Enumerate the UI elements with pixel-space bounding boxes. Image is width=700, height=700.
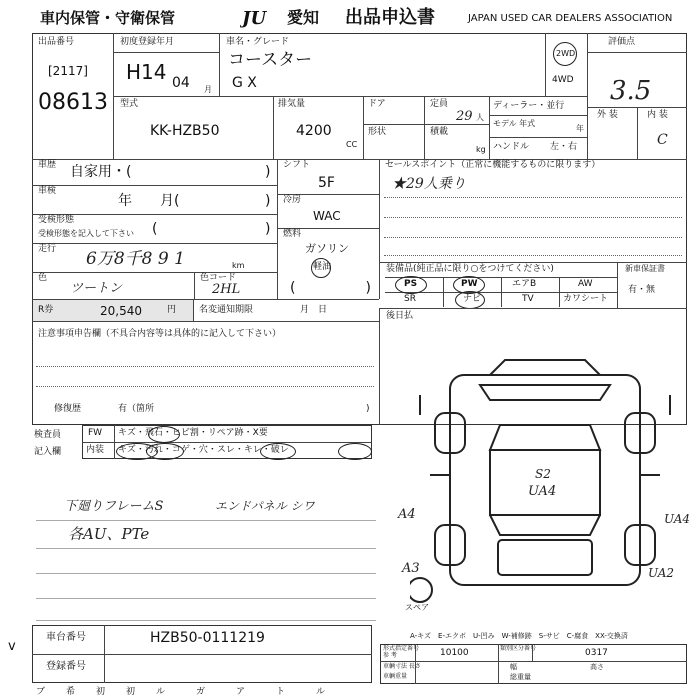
bottom-box: ル xyxy=(316,687,326,697)
equip-sr: SR xyxy=(404,294,416,304)
interior-label: 内 装 xyxy=(647,110,668,120)
association-name: JAPAN USED CAR DEALERS ASSOCIATION xyxy=(468,13,673,24)
equip-airbag: エアB xyxy=(512,279,537,289)
exterior-label: 外 装 xyxy=(597,110,618,120)
model-label: 型式 xyxy=(120,99,139,109)
inspection-value: 年 月( xyxy=(118,193,180,209)
bottom-box: 初 xyxy=(126,687,136,697)
ps-circle xyxy=(395,276,427,294)
registration-month-unit: 月 xyxy=(204,85,212,94)
selling-points-label: セールスポイント（正常に機能するものに限ります） xyxy=(385,160,601,170)
record-label: 記入欄 xyxy=(34,447,62,457)
fuel-paren: ( ) xyxy=(290,280,371,296)
equip-navi: ナビ xyxy=(463,294,482,304)
shift-value: 5F xyxy=(318,175,335,191)
mark-s2: S2 xyxy=(535,467,551,481)
evaluation-label: 評価点 xyxy=(608,37,636,47)
inspector-label: 検査員 xyxy=(34,430,62,440)
category-value: 0317 xyxy=(585,648,608,658)
colorcode-value: 2HL xyxy=(212,282,241,297)
damage-legend: A-キズ E-エクボ U-凹み W-補修跡 S-サビ C-腐食 XX-交換済 xyxy=(410,632,628,640)
fuel-option: 軽油 xyxy=(313,262,332,272)
total-label: 総重量 xyxy=(510,673,531,681)
handle-options: 左・右 xyxy=(550,142,578,152)
aircon-value: WAC xyxy=(313,209,341,223)
capacity-value: 29 xyxy=(456,109,473,124)
name-change-label: 名変通知期限 xyxy=(199,305,254,315)
later-label: 後日払 xyxy=(386,311,414,321)
form-model-value: 10100 xyxy=(440,648,469,658)
spec-ref-1: 参 考 xyxy=(383,652,397,659)
warranty-label: 新車保証書 xyxy=(625,264,665,273)
receipt-note: 受検形態を記入して下さい xyxy=(38,229,134,238)
capacity-label: 定員 xyxy=(430,99,449,109)
svg-text:JU: JU xyxy=(242,8,267,28)
length-label: 車輌寸法 長さ xyxy=(383,663,421,670)
ticket-label: R券 xyxy=(38,305,54,315)
model-value: KK-HZB50 xyxy=(150,123,220,139)
bottom-box: ル xyxy=(156,687,166,697)
circle-dirt xyxy=(146,443,184,460)
interior-inspect-label: 内装 xyxy=(86,445,105,455)
four-wd-label: 4WD xyxy=(552,75,574,85)
displacement-unit: CC xyxy=(346,140,358,149)
circle-wear xyxy=(260,443,296,460)
displacement-value: 4200 xyxy=(296,123,332,139)
name-change-unit: 月 日 xyxy=(300,305,328,315)
repair-label: 修復歴 xyxy=(54,404,82,414)
vehicle-diagram xyxy=(410,355,680,610)
logo-place: 愛知 xyxy=(287,8,320,27)
registration-month: 04 xyxy=(172,75,190,91)
capacity-unit: 人 xyxy=(476,113,484,122)
category-label: 類別区分番号 xyxy=(500,645,537,652)
load-label: 積載 xyxy=(430,127,449,137)
bottom-box: 初 xyxy=(96,687,106,697)
equip-leather: カワシート xyxy=(563,294,609,304)
bottom-box: ガ xyxy=(196,687,206,697)
bottom-box: 希 xyxy=(66,687,76,697)
colorcode-label: 色コード xyxy=(200,273,237,283)
mark-ua4-center: UA4 xyxy=(528,484,557,499)
mark-a3: A3 xyxy=(402,561,420,576)
equipment-label: 装備品(純正品に限り○をつけてください) xyxy=(386,264,554,274)
storage-label: 車内保管・守衛保管 xyxy=(40,9,176,27)
reg-label: 登録番号 xyxy=(46,661,86,672)
equip-aw: AW xyxy=(578,279,593,289)
note-line1b: エンドパネル シワ xyxy=(215,499,315,513)
car-grade: G X xyxy=(232,75,257,91)
ticket-unit: 円 xyxy=(167,305,177,315)
bottom-box: ア xyxy=(236,687,246,697)
receipt-paren-open: ( xyxy=(152,221,158,237)
handle-label: ハンドル xyxy=(493,142,530,152)
notes-label: 注意事項申告欄（不具合内容等は具体的に記入して下さい） xyxy=(38,329,282,339)
mileage-value: 6万8千8 9 1 xyxy=(86,249,185,269)
model-year-label: モデル 年式 xyxy=(493,119,536,128)
selling-points-text: ★29人乗り xyxy=(392,176,466,192)
fuel-label: 燃料 xyxy=(283,229,302,239)
doors-label: ドア xyxy=(368,99,386,109)
ticket-value: 20,540 xyxy=(100,304,142,318)
chassis-label: 車台番号 xyxy=(46,632,86,643)
receipt-paren-close: ) xyxy=(265,221,271,237)
interior-grade: C xyxy=(657,132,668,148)
weight-label: 車輌重量 xyxy=(383,673,408,680)
two-wd-label: 2WD xyxy=(556,49,576,58)
mark-ua4-right: UA4 xyxy=(664,512,691,526)
shift-label: シフト xyxy=(283,160,311,170)
inspection-label: 車検 xyxy=(38,186,57,196)
ju-logo xyxy=(240,6,285,28)
width-label: 幅 xyxy=(510,663,517,671)
lot-sub-number: [2117] xyxy=(48,64,88,78)
bottom-box: ブ xyxy=(36,687,46,697)
form-title: 出品申込書 xyxy=(345,7,435,28)
height-label: 高さ xyxy=(590,663,604,671)
color-value: ツートン xyxy=(70,281,123,296)
lot-number: 08613 xyxy=(38,90,108,115)
note-line1a: 下廻りフレームS xyxy=(64,499,164,514)
lot-label: 出品番号 xyxy=(38,37,75,47)
displacement-label: 排気量 xyxy=(278,99,306,109)
evaluation-score: 3.5 xyxy=(610,76,652,106)
dealer-label: ディーラー・並行 xyxy=(493,101,565,111)
navi-circle xyxy=(455,291,485,309)
margin-mark: v xyxy=(8,639,16,654)
use-close: ) xyxy=(265,164,271,180)
repair-value: 有（箇所 xyxy=(118,404,155,414)
fw-items: キズ・飛石・ヒビ割・リペア跡・X要 xyxy=(118,428,268,438)
circle-tear xyxy=(338,443,372,460)
bottom-boxes xyxy=(32,688,362,700)
interior-inspect-items: キズ・汚れ・コゲ・穴・スレ・キレ・破レ xyxy=(118,445,289,455)
inspection-close: ) xyxy=(265,193,271,209)
warranty-options: 有・無 xyxy=(628,285,656,295)
fuel-value: ガソリン xyxy=(305,242,349,255)
car-name: コースター xyxy=(228,50,313,70)
shape-label: 形状 xyxy=(368,127,387,137)
color-label: 色 xyxy=(38,273,48,283)
model-year-unit: 年 xyxy=(576,124,584,133)
receipt-label: 受検形態 xyxy=(38,215,75,225)
bottom-box: ト xyxy=(276,687,286,697)
spare-label: スペア xyxy=(405,603,429,612)
mark-a4: A4 xyxy=(398,507,416,522)
equip-pw: PW xyxy=(461,279,478,289)
mileage-label: 走行 xyxy=(38,244,57,254)
mileage-unit: km xyxy=(232,261,245,270)
use-label: 車歴 xyxy=(38,160,57,170)
circle-chip xyxy=(148,426,180,443)
chassis-value: HZB50-0111219 xyxy=(150,630,265,646)
equip-ps: PS xyxy=(404,279,418,289)
use-value: 自家用・( xyxy=(70,164,132,180)
note-line2: 各AU、PTe xyxy=(68,525,150,543)
load-unit: kg xyxy=(476,145,486,154)
car-name-label: 車名・グレード xyxy=(226,37,290,47)
registration-label: 初度登録年月 xyxy=(120,37,175,47)
form-model-label: 形式指定番号 xyxy=(383,645,420,652)
mark-ua2: UA2 xyxy=(648,566,675,580)
equip-tv: TV xyxy=(522,294,534,304)
registration-year: H14 xyxy=(126,60,167,84)
aircon-label: 冷房 xyxy=(283,195,302,205)
repair-close: ) xyxy=(366,404,370,414)
fw-label: FW xyxy=(88,428,103,438)
